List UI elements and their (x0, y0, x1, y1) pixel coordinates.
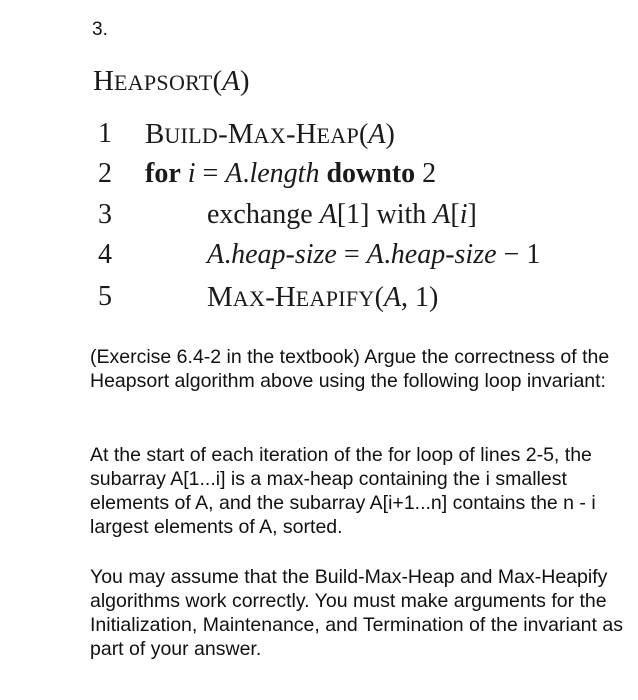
proc-char: -H (265, 281, 296, 313)
proc-chars: EAPIFY (295, 286, 375, 311)
exercise-paragraph: (Exercise 6.4-2 in the textbook) Argue the correctness of the Heapsort algorithm above using the following loop invariant: (90, 346, 610, 392)
proc-chars: UILD (164, 123, 219, 148)
bracket: ] (467, 199, 477, 230)
line-code (145, 117, 395, 153)
paren: ( (359, 119, 369, 150)
line-code (145, 157, 436, 191)
instructions-paragraph: You may assume that the Build-Max-Heap and Max-Heapify algorithms work correctly. You must make arguments for the Initialization, Maintenance, and Termination of the invariant as part of your answer. (90, 566, 623, 660)
array-name: A (433, 199, 451, 230)
assign-operator: = (336, 239, 367, 270)
proc-chars: AX (232, 286, 266, 311)
title-initial: H (93, 65, 114, 97)
line-code (207, 238, 540, 272)
assign-operator: = (195, 158, 226, 189)
paren: ) (385, 119, 395, 150)
proc-char: M (207, 281, 233, 313)
minus-term: − 1 (496, 239, 541, 270)
bracket: [ (450, 199, 460, 230)
loop-variable: i (187, 158, 196, 189)
dot: . (224, 239, 232, 270)
title-arg: A (222, 65, 240, 97)
keyword-downto: downto (326, 158, 416, 189)
algorithm-title (93, 64, 250, 100)
line-code (207, 280, 438, 316)
title-open-paren: ( (212, 65, 223, 97)
array-name: A (207, 239, 225, 270)
dot: . (383, 239, 391, 270)
argument: A (383, 282, 402, 313)
attribute: heap-size (231, 239, 337, 270)
keyword-for: for (145, 158, 181, 189)
array-name: A (225, 158, 243, 189)
argument: A (368, 119, 386, 150)
title-close-paren: ) (239, 65, 250, 97)
line-code (207, 198, 477, 232)
line-number: 3 (98, 199, 112, 230)
proc-char: -H (285, 118, 317, 150)
line-number: 5 (98, 281, 112, 312)
proc-chars: EAP (316, 123, 360, 148)
attribute: heap-size (390, 239, 497, 270)
text: with (369, 199, 434, 230)
array-name: A (366, 239, 384, 270)
loop-invariant-paragraph: At the start of each iteration of the for loop of lines 2-5, the subarray A[1...i] is a max-heap containing the i smallest elements of A, and the subarray A[i+1...n] contains the n - i largest elements of A, sorted. (90, 444, 596, 538)
arguments-rest: , 1) (401, 282, 439, 313)
dot: . (242, 158, 250, 189)
question-number: 3. (92, 19, 108, 40)
array-name: A (319, 199, 337, 230)
line-number: 1 (98, 118, 112, 149)
paren: ( (374, 282, 384, 313)
proc-chars: AX (253, 123, 286, 148)
line-number: 4 (98, 239, 112, 270)
proc-char: B (145, 118, 165, 150)
text: exchange (207, 199, 320, 230)
index: [1] (336, 199, 370, 230)
index-variable: i (459, 199, 468, 230)
line-number: 2 (98, 158, 112, 189)
attribute: length (249, 158, 320, 189)
end-value: 2 (422, 158, 437, 189)
heapsort-pseudocode (93, 0, 638, 330)
title-rest: EAPSORT (113, 70, 213, 95)
proc-char: -M (218, 118, 254, 150)
